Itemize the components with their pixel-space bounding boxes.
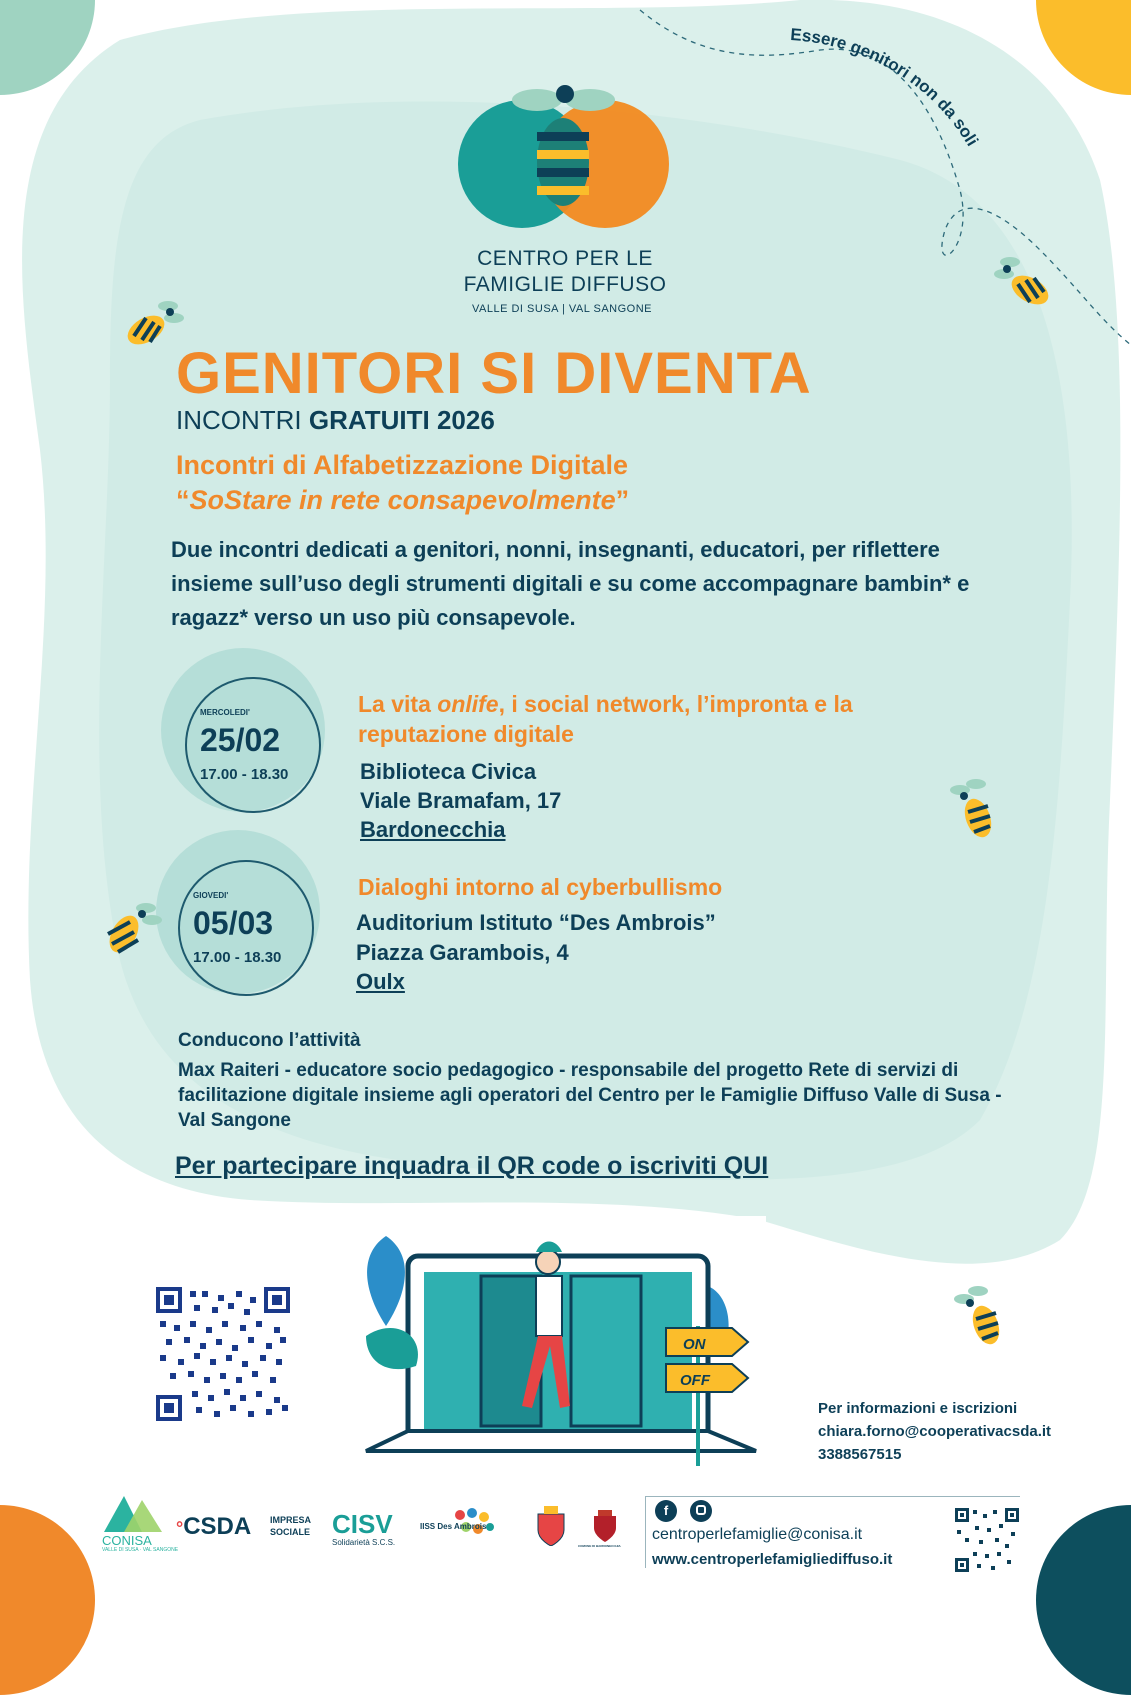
qr-code-icon[interactable] <box>156 1287 290 1421</box>
coat-of-arms-icon <box>536 1506 566 1546</box>
subtitle-bold: GRATUITI 2026 <box>308 405 495 435</box>
partner-cisv-sub: Solidarietà S.C.S. <box>332 1538 396 1547</box>
quote-text: SoStare in rete consapevolmente <box>189 485 616 515</box>
instagram-icon[interactable] <box>690 1500 712 1522</box>
partner-csda-name: CSDA <box>183 1513 252 1540</box>
tagline-curve <box>760 20 1020 220</box>
event-1-city-link[interactable]: Bardonecchia <box>360 817 506 842</box>
event-1-address: Viale Bramafam, 17 <box>360 788 562 813</box>
bee-icon <box>940 776 1004 840</box>
event-2-title: Dialoghi intorno al cyberbullismo <box>358 874 723 900</box>
sign-off: OFF <box>680 1372 710 1389</box>
sign-on: ON <box>683 1336 706 1353</box>
conductors-body: Max Raiteri - educatore socio pedagogico - responsabile del progetto Rete di servizi di facilitazione digitale insieme agli operatori del Centro per le Famiglie Diffuso Valle di Susa - Val Sangone <box>178 1060 1002 1131</box>
partner-csda-sub1: IMPRESA <box>270 1515 312 1525</box>
event-1-title-pre: La vita <box>358 691 438 717</box>
event-1-venue: Biblioteca Civica <box>360 759 537 784</box>
event-1-time: 17.00 - 18.30 <box>200 766 289 783</box>
coat-of-arms-icon <box>592 1510 618 1542</box>
tagline: Essere genitori non da soli <box>789 24 982 150</box>
register-link[interactable]: Per partecipare inquadra il QR code o iscriviti QUI <box>175 1152 769 1180</box>
logo-bee-icon <box>450 82 680 232</box>
series-quote <box>176 485 629 516</box>
csda-mark-icon: ° <box>176 1518 184 1538</box>
event-1-date: 25/02 <box>200 722 281 758</box>
event-2-city-link[interactable]: Oulx <box>356 969 405 994</box>
bee-icon <box>950 1283 1014 1347</box>
footer-divider-vertical <box>645 1496 646 1568</box>
event-1-day: MERCOLEDI' <box>200 708 250 717</box>
event-2-address: Piazza Garambois, 4 <box>356 940 569 965</box>
partner-csda <box>176 1513 251 1541</box>
facebook-icon[interactable]: f <box>655 1500 677 1522</box>
info-phone[interactable]: 3388567515 <box>818 1446 902 1463</box>
footer-website-link[interactable]: www.centroperlefamigliediffuso.it <box>652 1551 893 1568</box>
bee-icon <box>990 252 1054 312</box>
partner-cisv: CISV <box>332 1509 393 1539</box>
partner-comune-sub: COMUNE DI BARDONECCHIA <box>578 1544 621 1548</box>
event-1-title <box>358 689 938 749</box>
event-2-date: 05/03 <box>193 905 274 941</box>
event-2-venue: Auditorium Istituto “Des Ambrois” <box>356 910 716 935</box>
quote-close: ” <box>615 485 630 515</box>
conductors-heading: Conducono l’attività <box>178 1030 361 1051</box>
partner-conisa: CONISA <box>102 1533 152 1548</box>
svg-text:Essere genitori non da soli <box>790 25 982 149</box>
footer-email-link[interactable]: centroperlefamiglie@conisa.it <box>652 1526 863 1543</box>
event-1-title-italic: onlife <box>437 691 499 717</box>
quote-open: “ <box>176 485 190 515</box>
footer-divider <box>645 1496 1020 1497</box>
event-1-title-post: , i social network, l’impronta e la reputazione digitale <box>358 691 853 747</box>
logo-line-1: CENTRO PER LE <box>477 247 653 270</box>
event-2-day: GIOVEDI' <box>193 891 229 900</box>
page-title: GENITORI SI DIVENTA <box>176 341 812 406</box>
series-heading: Incontri di Alfabetizzazione Digitale <box>176 450 629 480</box>
partner-csda-sub2: SOCIALE <box>270 1527 311 1537</box>
subtitle <box>176 405 495 436</box>
partner-conisa-sub: VALLE DI SUSA · VAL SANGONE <box>102 1547 179 1553</box>
info-email-link[interactable]: chiara.forno@cooperativacsda.it <box>818 1423 1052 1440</box>
event-2-time: 17.00 - 18.30 <box>193 949 282 966</box>
conisa-logo-icon <box>104 1490 162 1532</box>
footer-qr-code-icon[interactable] <box>955 1508 1019 1572</box>
info-block <box>818 1397 1051 1466</box>
partner-iis: IISS Des Ambrois <box>420 1522 487 1531</box>
laptop-illustration <box>356 1216 766 1472</box>
logo-line-2: FAMIGLIE DIFFUSO <box>463 273 667 296</box>
logo-subtitle: VALLE DI SUSA | VAL SANGONE <box>472 303 652 315</box>
intro-text: Due incontri dedicati a genitori, nonni, insegnanti, educatori, per riflettere insieme sull’uso degli strumenti digitali e su come accompagnare bambin* e ragazz* verso un uso più consapevole. <box>171 537 970 630</box>
subtitle-prefix: INCONTRI <box>176 405 309 435</box>
info-heading: Per informazioni e iscrizioni <box>818 1400 1018 1417</box>
bee-icon <box>100 898 164 962</box>
